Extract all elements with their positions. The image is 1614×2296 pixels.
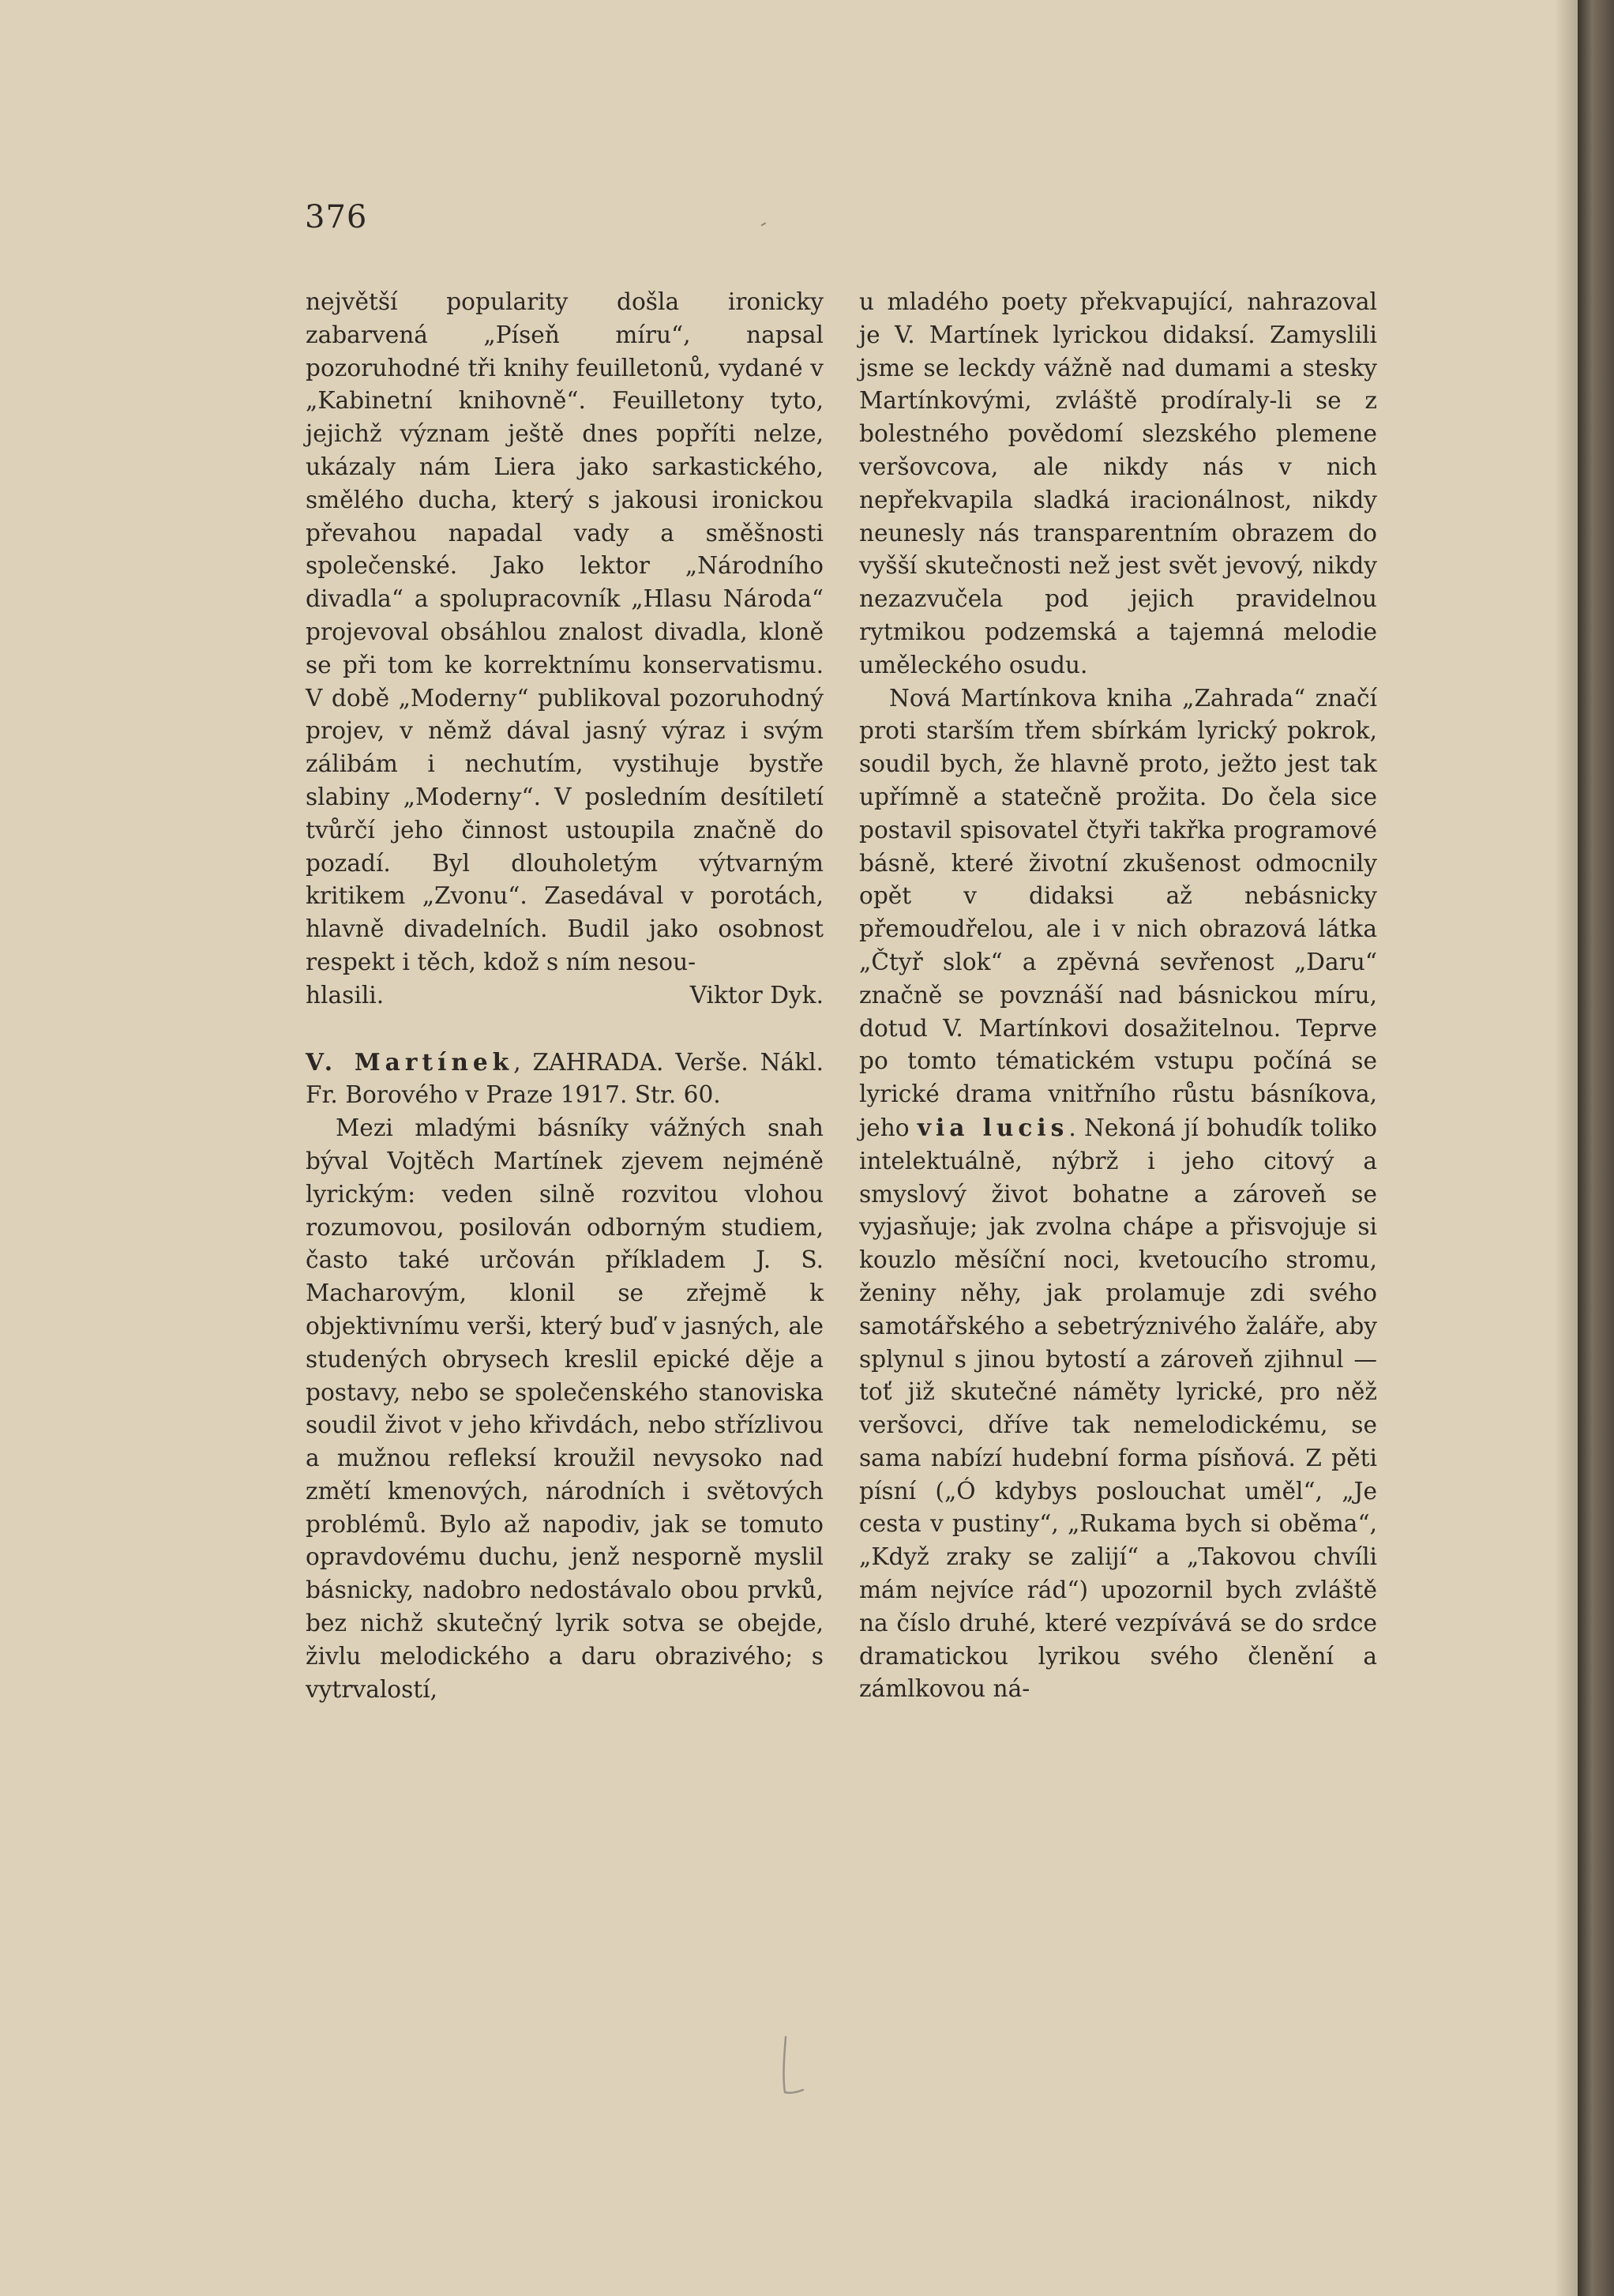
pencil-mark-icon bbox=[778, 2034, 806, 2097]
page-number: 376 bbox=[305, 199, 368, 235]
review-bibliography: , ZAHRADA. Verše. Nákl. Fr. Borového v Praze 1917. Str. 60. bbox=[306, 1048, 824, 1109]
right-column bbox=[859, 286, 1377, 1706]
left-column bbox=[306, 286, 824, 1706]
review-paragraph-1: Mezi mladými básníky vážných snah býval Vojtěch Martínek zjevem nejméně lyrickým: veden silně rozvitou vlohou rozumovou, posilován odborným studiem, často také určován příkladem J. S. Macharovým, klonil se zřejmě k objektivnímu verši, který buď v jasných, ale studených obrysech kreslil epické děje a postavy, nebo se společenského stanoviska soudil život v jeho křivdách, nebo střízlivou a mužnou refleksí kroužil nevysoko nad změtí kmenových, národních i světových problémů. Bylo až napodiv, jak se tomuto opravdovému duchu, jenž nesporně myslil básnicky, nadobro nedostávalo obou prvků, bez nichž skutečný lyrik sotva se obejde, živlu melodického a daru obrazivého; s vytrvalostí, bbox=[306, 1114, 824, 1703]
review-paragraph-2-start: Nová Martínkova kniha „Zahrada“ značí proti starším třem sbírkám lyrický pokrok, soudil bych, že hlavně proto, ježto jest tak upřímně a statečně prožita. Do čela sice postavil spisovatel čtyři takřka programové básně, které životní zkušenost odmocnily opět v didaksi až nebásnicky přemoudřelou, ale i v nich obrazová látka „Čtyř slok“ a zpěvná sevřenost „Daru“ značně se povznáší nad básnickou míru, dotud V. Martínkovi dosažitelnou. Teprve po tomto tématickém vstupu počíná se lyrické drama vnitřního růstu básníkova, jeho bbox=[859, 684, 1377, 1141]
book-spine bbox=[1578, 0, 1614, 2296]
lier-obituary-text: největší popularity došla ironicky zabarvená „Píseň míru“, napsal pozoruhodné tři knihy feuilletonů, vydané v „Kabinetní knihovně“. Feuilletony tyto, jejichž význam ještě dnes popříti nelze, ukázaly nám Liera jako sarkastického, smělého ducha, který s jakousi ironickou převahou napadal vady a směšnosti společenské. Jako lektor „Národního divadla“ a spolupracovník „Hlasu Národa“ projevoval obsáhlou znalost divadla, kloně se při tom ke korrektnímu konservatismu. V době „Moderny“ publikoval pozoruhodný projev, v němž dával jasný výraz i svým zálibám i nechutím, vystihuje bystře slabiny „Moderny“. V posledním desítiletí tvůrčí jeho činnost ustoupila značně do pozadí. Byl dlouholetým výtvarným kritikem „Zvonu“. Zasedával v porotách, hlavně divadelních. Budil jako osobnost respekt i těch, kdož s ním nesou- bbox=[306, 288, 824, 975]
author-signature: Viktor Dyk. bbox=[689, 981, 824, 1009]
obituary-closing-line bbox=[306, 979, 824, 1013]
via-lucis-phrase: via lucis bbox=[917, 1113, 1069, 1141]
review-paragraph-2 bbox=[859, 682, 1377, 1707]
review-paragraph-1-continued: u mladého poety překvapující, nahrazoval je V. Martínek lyrickou didaksí. Zamyslili jsme se leckdy vážně nad dumami a stesky Martínkovými, zvláště prodíraly-li se z bolestného povědomí slezského plemene veršovcova, ale nikdy nás v nich nepřekvapila sladká iracionálnost, nikdy neunesly nás transparentním obrazem do vyšší skutečnosti než jest svět jevový, nikdy nezazvučela pod jejich pravidelnou rytmikou podzemská a tajemná melodie uměleckého osudu. bbox=[859, 288, 1377, 678]
stray-ink-mark: - bbox=[754, 211, 772, 236]
review-paragraph-2-end: . Nekoná jí bohudík toliko intelektuálně, nýbrž i jeho citový a smyslový život bohatne a zároveň se vyjasňuje; jak zvolna chápe a přisvojuje si kouzlo měsíční noci, kvetoucího stromu, ženiny něhy, jak prolamuje zdi svého samotářského a sebetrýznivého žaláře, aby splynul s jinou bytostí a zároveň zjihnul — toť již skutečné náměty lyrické, pro něž veršovci, dříve tak nemelodickému, se sama nabízí hudební forma písňová. Z pěti písní („Ó kdybys poslouchat uměl“, „Je cesta v pustiny“, „Rukama bych si oběma“, „Když zraky se zalijí“ a „Takovou chvíli mám nejvíce rád“) upozornil bych zvláště na číslo druhé, které vezpívává se do srdce dramatickou lyrikou svého členění a zámlkovou ná- bbox=[859, 1114, 1377, 1703]
closing-word: hlasili. bbox=[306, 981, 385, 1009]
review-heading bbox=[306, 1046, 824, 1113]
review-author: V. Martínek bbox=[306, 1047, 514, 1076]
